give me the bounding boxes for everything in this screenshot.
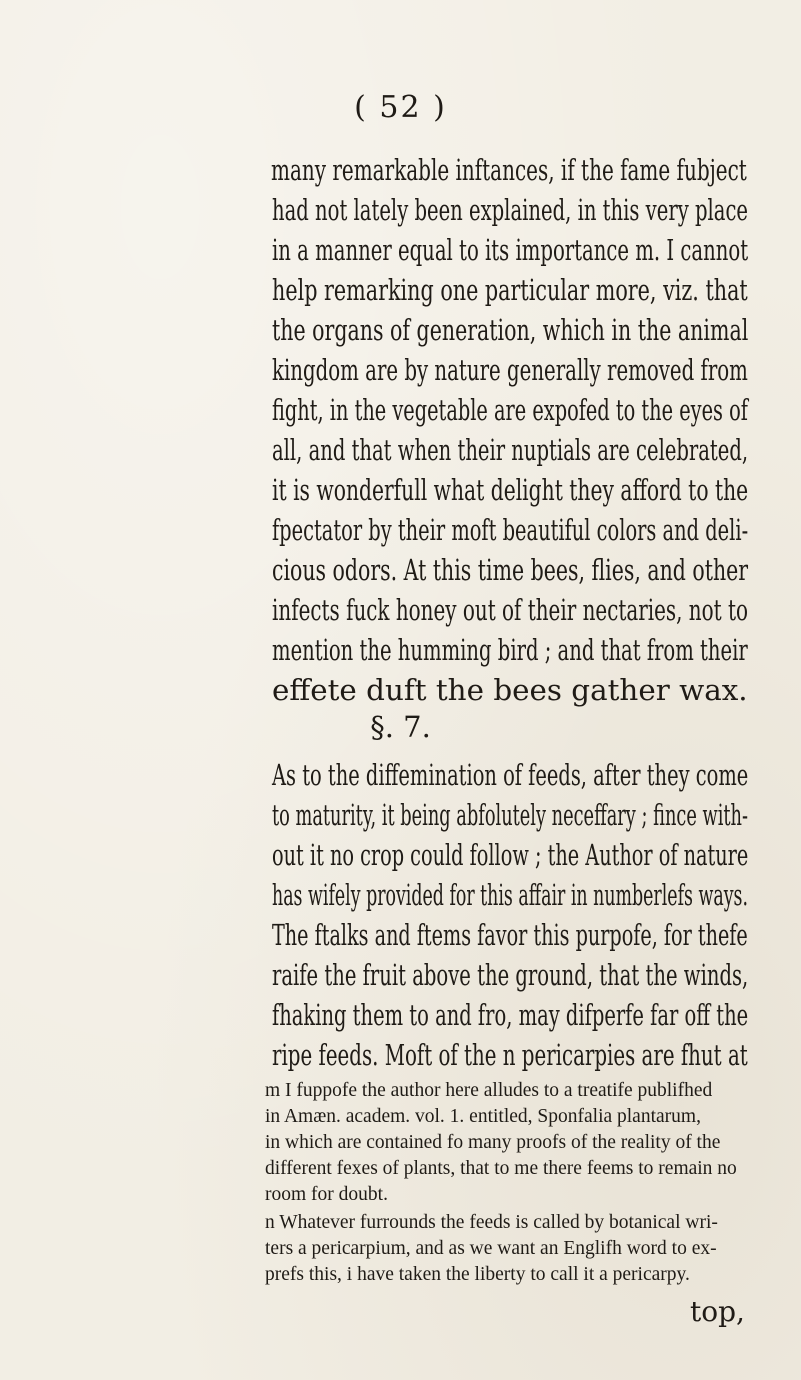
text-line: raife the fruit above the ground, that the winds,	[272, 958, 749, 992]
text-line: it is wonderfull what delight they afford to the	[272, 473, 749, 507]
footnote-line: n Whatever furrounds the feeds is called by botanical wri-	[265, 1212, 718, 1233]
text-line: infects fuck honey out of their nectaries, not to	[272, 593, 748, 627]
text-line: out it no crop could follow ; the Author of nature	[272, 838, 749, 872]
footnote-line: ters a pericarpium, and as we want an Englifh word to ex-	[265, 1238, 717, 1259]
text-line: kingdom are by nature generally removed from	[272, 353, 748, 387]
catchword: top,	[690, 1295, 745, 1328]
text-line: fight, in the vegetable are expofed to the eyes of	[272, 393, 748, 427]
text-line: had not lately been explained, in this very place	[272, 193, 749, 227]
text-line: many remarkable inftances, if the fame fubject	[271, 153, 747, 187]
footnote-line: in Amæn. academ. vol. 1. entitled, Sponfalia plantarum,	[265, 1106, 701, 1127]
footnote-line: prefs this, i have taken the liberty to call it a pericarpy.	[265, 1264, 690, 1285]
page-number: ( 52 )	[354, 90, 447, 125]
section-heading: §. 7.	[370, 710, 431, 744]
text-line: to maturity, it being abfolutely neceffary ; fince with-	[272, 798, 748, 832]
text-line: fhaking them to and fro, may difperfe far off the	[272, 998, 749, 1032]
text-line: fpectator by their moft beautiful colors and deli-	[272, 513, 749, 547]
text-line: cious odors. At this time bees, flies, and other	[272, 553, 749, 587]
footnote-line: different fexes of plants, that to me there feems to remain no	[265, 1158, 737, 1179]
footnote-line: in which are contained fo many proofs of the reality of the	[265, 1132, 721, 1153]
footnote-line: m I fuppofe the author here alludes to a treatife publifhed	[265, 1080, 713, 1101]
text-line: in a manner equal to its importance m. I cannot	[272, 233, 749, 267]
text-line: effete duft the bees gather wax.	[272, 673, 748, 707]
text-line: has wifely provided for this affair in numberlefs ways.	[272, 878, 749, 912]
text-line: all, and that when their nuptials are celebrated,	[272, 433, 749, 467]
text-line: help remarking one particular more, viz. that	[272, 273, 748, 307]
text-line: As to the diffemination of feeds, after they come	[272, 758, 749, 792]
text-line: mention the humming bird ; and that from their	[272, 633, 748, 667]
text-line: the organs of generation, which in the animal	[272, 313, 749, 347]
text-line: The ftalks and ftems favor this purpofe, for thefe	[272, 918, 748, 952]
text-line: ripe feeds. Moft of the n pericarpies are fhut at	[272, 1038, 748, 1072]
footnote-line: room for doubt.	[265, 1184, 388, 1205]
